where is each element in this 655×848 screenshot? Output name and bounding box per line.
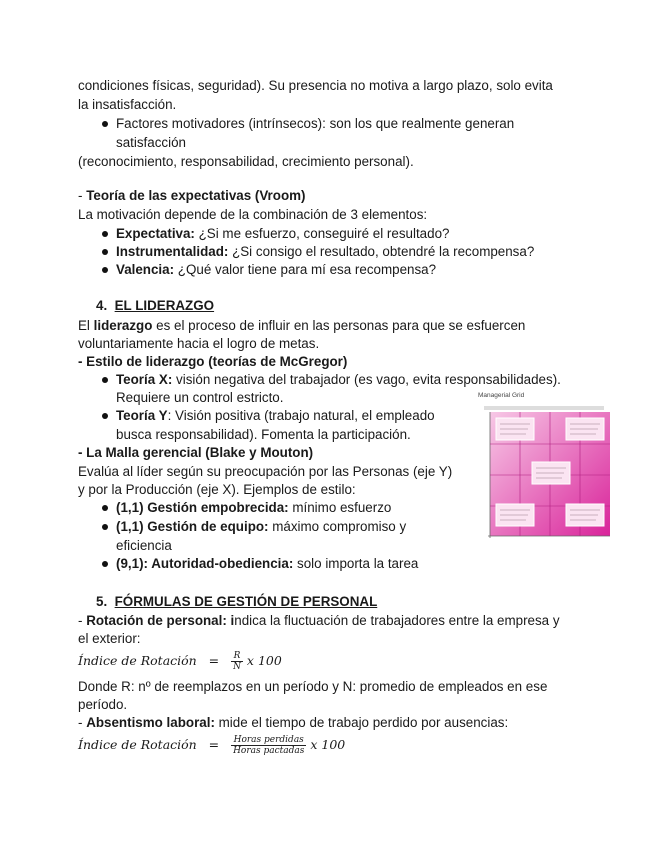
theory-y-continued: busca responsabilidad). Fomenta la participación.	[116, 427, 411, 442]
vroom-intro: La motivación depende de la combinación de 3 elementos:	[78, 207, 428, 222]
vroom-item: Valencia: ¿Qué valor tiene para mí esa recompensa?	[116, 262, 437, 277]
bullet-icon	[102, 249, 108, 255]
rotation-formula: Índice de Rotación = $\frac{R}{N}$ x 100	[78, 651, 282, 672]
paragraph-line: - Absentismo laboral: mide el tiempo de trabajo perdido por ausencias:	[78, 715, 509, 730]
grid-style-item: (1,1) Gestión de equipo: máximo compromiso y	[116, 519, 407, 534]
figure-title: Managerial Grid	[478, 392, 525, 399]
absenteeism-formula: Índice de Rotación = $\frac{\text{Horas perdidas}}{\text{Horas pactadas}}$ x 100	[78, 735, 346, 756]
grid-style-item: (9,1): Autoridad-obediencia: solo importa la tarea	[116, 556, 419, 571]
bullet-text: Factores motivadores (intrínsecos): son los que realmente generan	[116, 116, 515, 131]
theory-x-continued: Requiere un control estricto.	[116, 390, 284, 405]
paragraph-line: condiciones físicas, seguridad). Su presencia no motiva a largo plazo, solo evita	[78, 78, 553, 93]
paragraph-line: Evalúa al líder según su preocupación por las Personas (eje Y)	[78, 464, 453, 479]
paragraph-line: y por la Producción (eje X). Ejemplos de estilo:	[78, 482, 356, 497]
bullet-icon	[102, 267, 108, 273]
bullet-icon	[102, 524, 108, 530]
paragraph-line: El liderazgo es el proceso de influir en las personas para que se esfuercen	[78, 318, 526, 333]
bullet-icon	[102, 505, 108, 511]
managerial-grid-image	[478, 392, 614, 544]
bullet-icon	[102, 561, 108, 567]
paragraph-line: el exterior:	[78, 631, 141, 646]
paragraph-line: (reconocimiento, responsabilidad, crecimiento personal).	[78, 154, 414, 169]
paragraph-line: la insatisfacción.	[78, 97, 177, 112]
formula-fraction: $\frac{R}{N}$	[233, 651, 241, 672]
section-heading: 5. FÓRMULAS DE GESTIÓN DE PERSONAL	[96, 594, 378, 609]
grid-style-item: (1,1) Gestión empobrecida: mínimo esfuerzo	[116, 500, 392, 515]
bullet-icon	[102, 121, 108, 127]
bullet-icon	[102, 413, 108, 419]
vroom-heading: - Teoría de las expectativas (Vroom)	[78, 188, 306, 203]
bullet-text-continued: satisfacción	[116, 135, 186, 150]
theory-y-item: Teoría Y: Visión positiva (trabajo natural, el empleado	[116, 408, 435, 423]
paragraph-line: Donde R: nº de reemplazos en un período y N: promedio de empleados en ese	[78, 679, 548, 694]
section-title: FÓRMULAS DE GESTIÓN DE PERSONAL	[114, 594, 378, 609]
vroom-title: Teoría de las expectativas (Vroom)	[86, 188, 306, 203]
bullet-icon	[102, 377, 108, 383]
managerial-grid-graphic	[478, 392, 614, 544]
bullet-icon	[102, 231, 108, 237]
paragraph-line: período.	[78, 697, 128, 712]
grid-style-continued: eficiencia	[116, 538, 172, 553]
vroom-item: Instrumentalidad: ¿Si consigo el resultado, obtendré la recompensa?	[116, 244, 535, 259]
section-title: EL LIDERAZGO	[114, 298, 215, 313]
mcgregor-heading: - Estilo de liderazgo (teorías de McGregor)	[78, 354, 348, 369]
vroom-item: Expectativa: ¿Si me esfuerzo, conseguiré el resultado?	[116, 226, 450, 241]
paragraph-line: voluntariamente hacia el logro de metas.	[78, 336, 320, 351]
grid-heading: - La Malla gerencial (Blake y Mouton)	[78, 445, 314, 460]
theory-x-item: Teoría X: visión negativa del trabajador (es vago, evita responsabilidades).	[116, 372, 561, 387]
section-heading: 4. EL LIDERAZGO	[96, 298, 215, 313]
formula-fraction: $\frac{\text{Horas perdidas}}{\text{Horas pactadas}}$	[233, 735, 305, 756]
paragraph-line: - Rotación de personal: indica la fluctuación de trabajadores entre la empresa y	[78, 613, 560, 628]
